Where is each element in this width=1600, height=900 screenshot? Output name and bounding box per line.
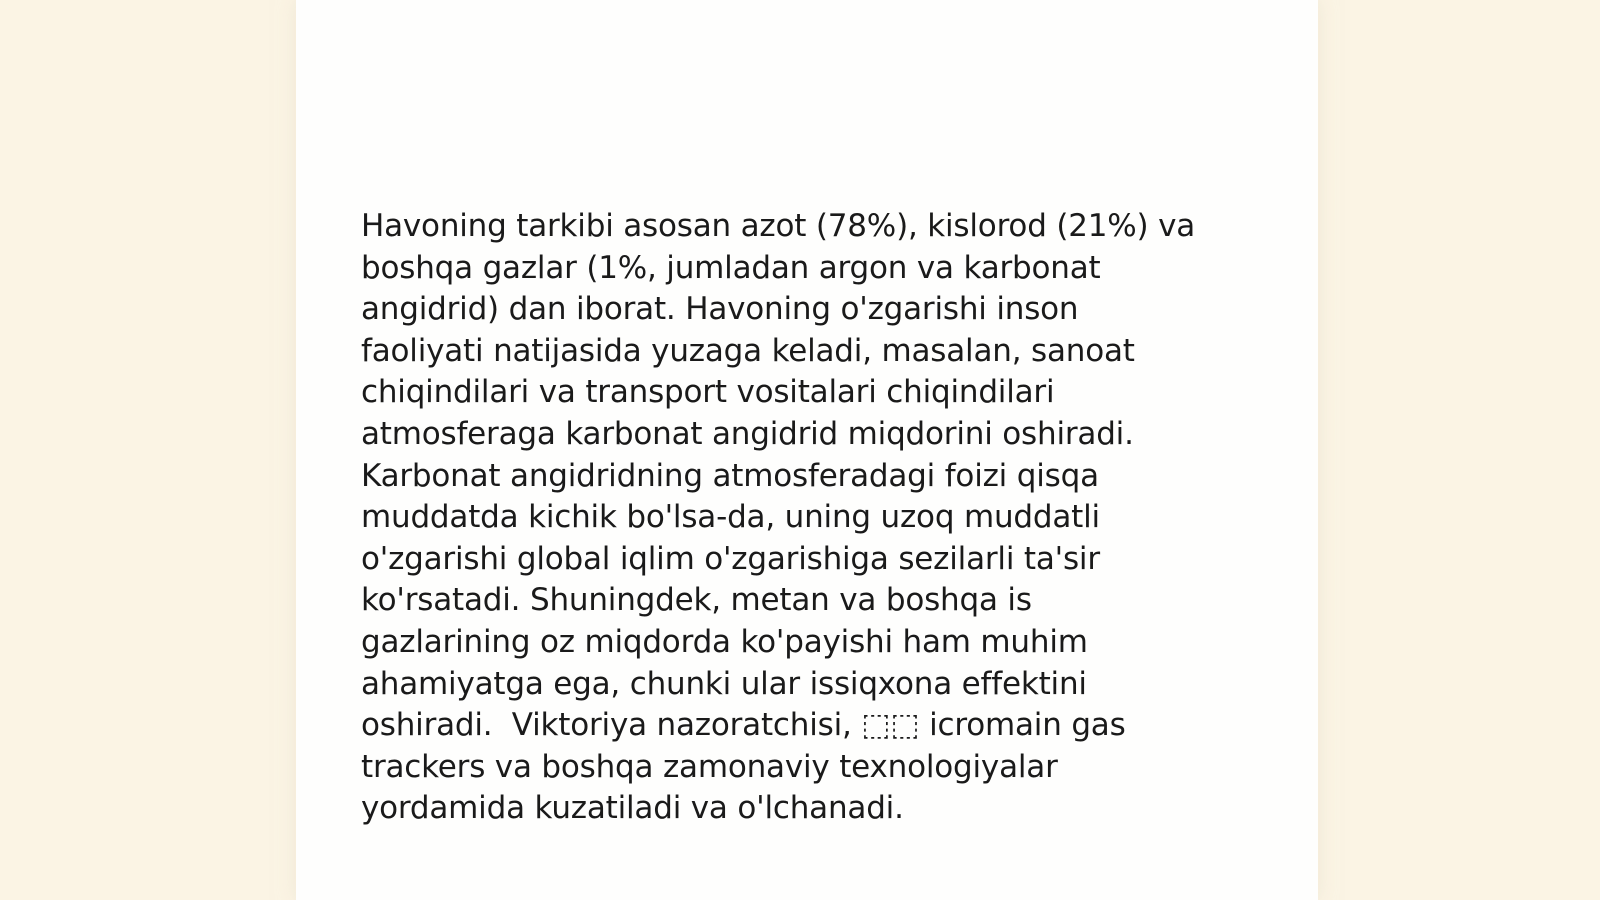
body-paragraph: Havoning tarkibi asosan azot (78%), kislorod (21%) va boshqa gazlar (1%, jumladan argon va karbonat angidrid) dan iborat. Havoning o'zgarishi inson faoliyati natijasida yuzaga keladi, masalan, sanoat chiqindilari va transport vositalari chiqindilari atmosferaga karbonat angidrid miqdorini oshiradi. Karbonat angidridning atmosferadagi foizi qisqa muddatda kichik bo'lsa-da, uning uzoq muddatli o'zgarishi global iqlim o'zgarishiga sezilarli ta'sir ko'rsatadi. Shuningdek, metan va boshqa is gazlarining oz miqdorda ko'payishi ham muhim ahamiyatga ega, chunki ular issiqxona effektini oshiradi. Viktoriya nazoratchisi, ⬚⬚ icromain gas trackers va boshqa zamonaviy texnologiyalar yordamida kuzatiladi va o'lchanadi. xyxy=(361,208,1196,827)
document-page xyxy=(296,0,1318,900)
